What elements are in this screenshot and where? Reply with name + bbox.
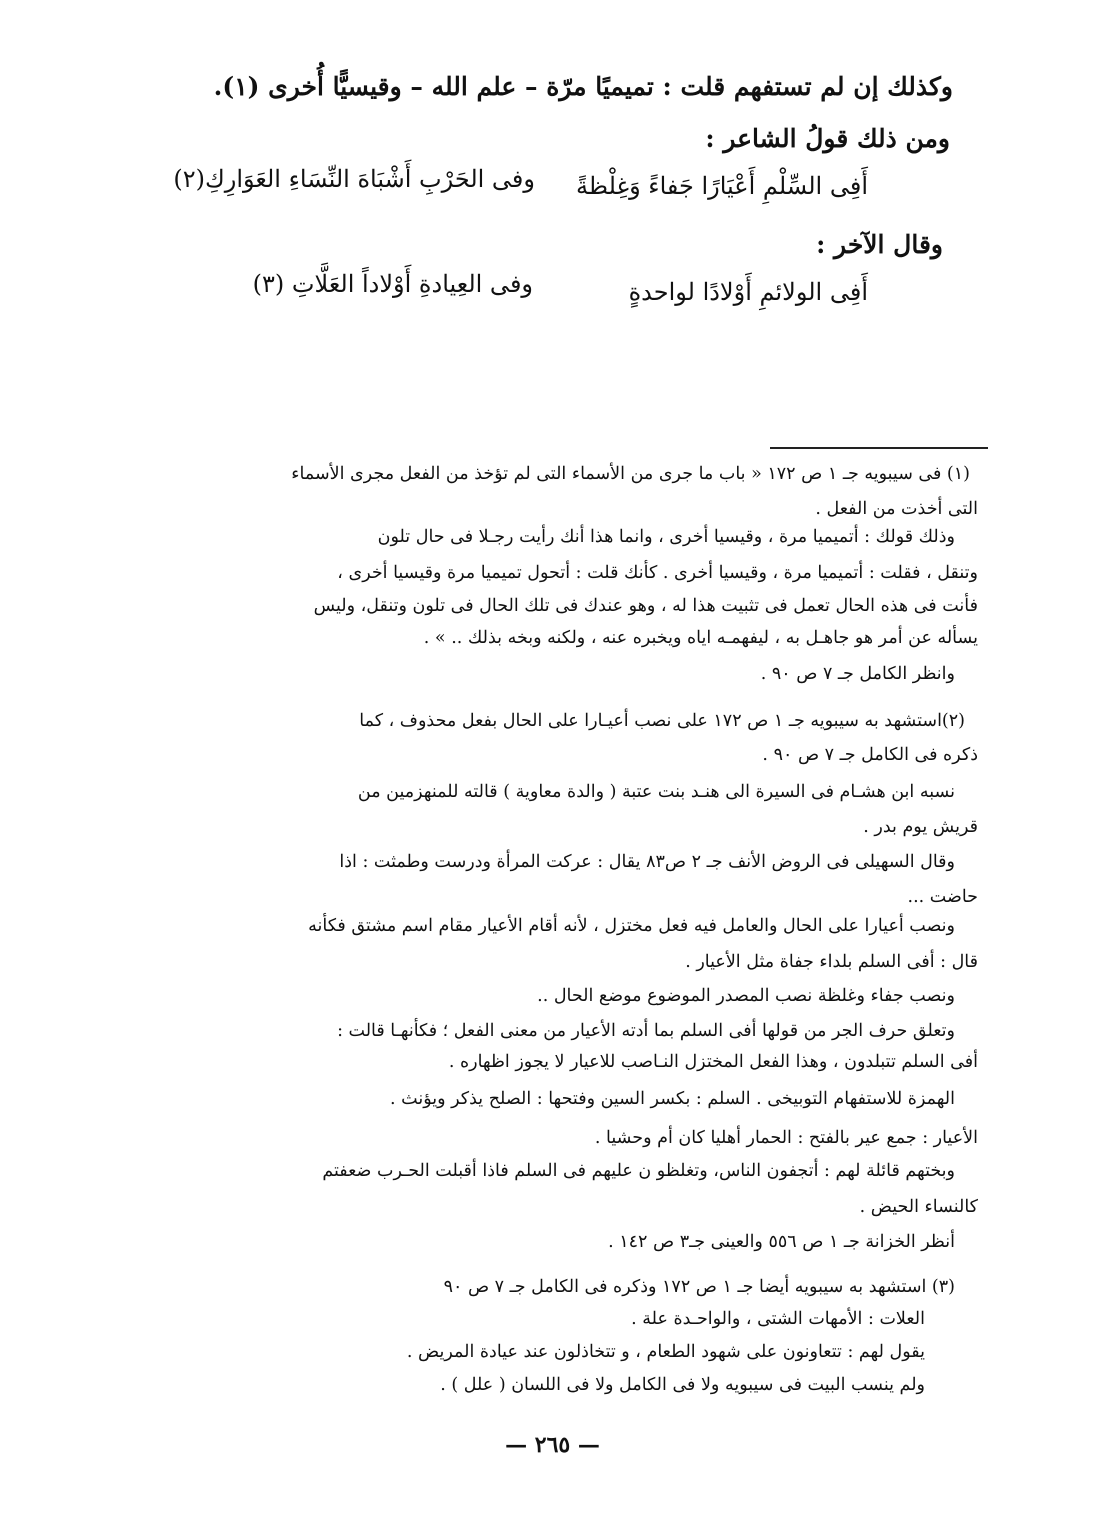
verse-1-hemistich-right: أَفِى السِّلْمِ أَعْيَارًا جَفاءً وَغِلْظةً bbox=[576, 172, 868, 200]
footnote-line: يقول لهم : تتعاونون على شهود الطعام ، و تتخاذلون عند عيادة المريض . bbox=[406, 1342, 925, 1362]
footnote-separator bbox=[770, 447, 988, 449]
main-line-3: وقال الآخر : bbox=[816, 230, 943, 259]
footnote-line: وقال السهيلى فى الروض الأنف جـ ٢ ص٨٣ يقال : عركت المرأة ودرست وطمثت : اذا bbox=[339, 852, 955, 872]
footnote-line: قريش يوم بدر . bbox=[863, 817, 978, 837]
footnote-line: (١) فى سيبويه جـ ١ ص ١٧٢ « باب ما جرى من الأسماء التى لم تؤخذ من الفعل مجرى الأسماء bbox=[291, 464, 970, 484]
footnote-line: الأعيار : جمع عير بالفتح : الحمار أهليا كان أم وحشيا . bbox=[594, 1128, 978, 1148]
footnote-line: يسأله عن أمر هو جاهـل به ، ليفهمـه اياه ويخبره عنه ، ولكنه وبخه بذلك .. » . bbox=[423, 628, 978, 648]
footnote-line: (٣) استشهد به سيبويه أيضا جـ ١ ص ١٧٢ وذكره فى الكامل جـ ٧ ص ٩٠ bbox=[443, 1277, 955, 1297]
footnote-line: وتعلق حرف الجر من قولها أفى السلم بما أدته الأعيار من معنى الفعل ؛ فكأنهـا قالت : bbox=[337, 1021, 955, 1041]
footnote-line: وتنقل ، فقلت : أتميميا مرة ، وقيسيا أخرى . كأنك قلت : أتحول تميميا مرة وقيسيا أخرى ، bbox=[337, 563, 978, 583]
verse-1-hemistich-left: وفى الحَرْبِ أَشْبَاهَ النِّسَاءِ العَوَارِكِ(٢) bbox=[173, 165, 535, 193]
verse-2-hemistich-right: أَفِى الولائمِ أَوْلادًا لواحدةٍ bbox=[628, 278, 868, 306]
footnote-line: قال : أفى السلم بلداء جفاة مثل الأعيار . bbox=[685, 952, 978, 972]
page-number: — ٢٦٥ — bbox=[505, 1432, 600, 1458]
footnote-line: الهمزة للاستفهام التوبيخى . السلم : بكسر السين وفتحها : الصلح يذكر ويؤنث . bbox=[390, 1089, 955, 1109]
footnote-line: ونصب جفاء وغلظة نصب المصدر الموضوع موضع الحال .. bbox=[537, 986, 955, 1006]
footnote-line: العلات : الأمهات الشتى ، والواحـدة علة . bbox=[631, 1309, 925, 1329]
footnote-line: ولم ينسب البيت فى سيبويه ولا فى الكامل ولا فى اللسان ( علل ) . bbox=[440, 1375, 925, 1395]
footnote-line: وبختهم قائلة لهم : أتجفون الناس، وتغلظو ن عليهم فى السلم فاذا أقبلت الحـرب ضعفتم bbox=[322, 1161, 955, 1181]
main-line-1: وكذلك إن لم تستفهم قلت : تميميًا مرّة – علم الله – وقيسيًّا أُخرى (١). bbox=[213, 72, 953, 101]
footnote-line: نسبه ابن هشـام فى السيرة الى هنـد بنت عتبة ( والدة معاوية ) قالته للمنهزمين من bbox=[357, 782, 955, 802]
footnote-line: التى أخذت من الفعل . bbox=[815, 499, 978, 519]
footnote-line: وانظر الكامل جـ ٧ ص ٩٠ . bbox=[760, 664, 955, 684]
footnote-line: (٢)استشهد به سيبويه جـ ١ ص ١٧٢ على نصب أعيـارا على الحال بفعل محذوف ، كما bbox=[359, 711, 965, 731]
footnote-line: ذكره فى الكامل جـ ٧ ص ٩٠ . bbox=[762, 745, 978, 765]
footnote-line: أنظر الخزانة جـ ١ ص ٥٥٦ والعينى جـ٣ ص ١٤٢ . bbox=[608, 1232, 955, 1252]
footnote-line: وذلك قولك : أتميميا مرة ، وقيسيا أخرى ، وانما هذا أنك رأيت رجـلا فى حال تلون bbox=[377, 527, 955, 547]
main-line-2: ومن ذلك قولُ الشاعر : bbox=[705, 124, 950, 153]
footnote-line: كالنساء الحيض . bbox=[859, 1197, 978, 1217]
footnote-line: فأنت فى هذه الحال تعمل فى تثبيت هذا له ، وهو عندك فى تلك الحال فى تلون وتنقل، وليس bbox=[313, 596, 978, 616]
footnote-line: ونصب أعيارا على الحال والعامل فيه فعل مختزل ، لأنه أقام الأعيار مقام اسم مشتق فكأنه bbox=[308, 916, 955, 936]
footnote-line: حاضت ... bbox=[907, 887, 978, 907]
footnote-line: أفى السلم تتبلدون ، وهذا الفعل المختزل النـاصب للاعيار لا يجوز اظهاره . bbox=[448, 1052, 978, 1072]
verse-2-hemistich-left: وفى العِيادةِ أَوْلاداً العَلَّاتِ (٣) bbox=[252, 270, 533, 298]
